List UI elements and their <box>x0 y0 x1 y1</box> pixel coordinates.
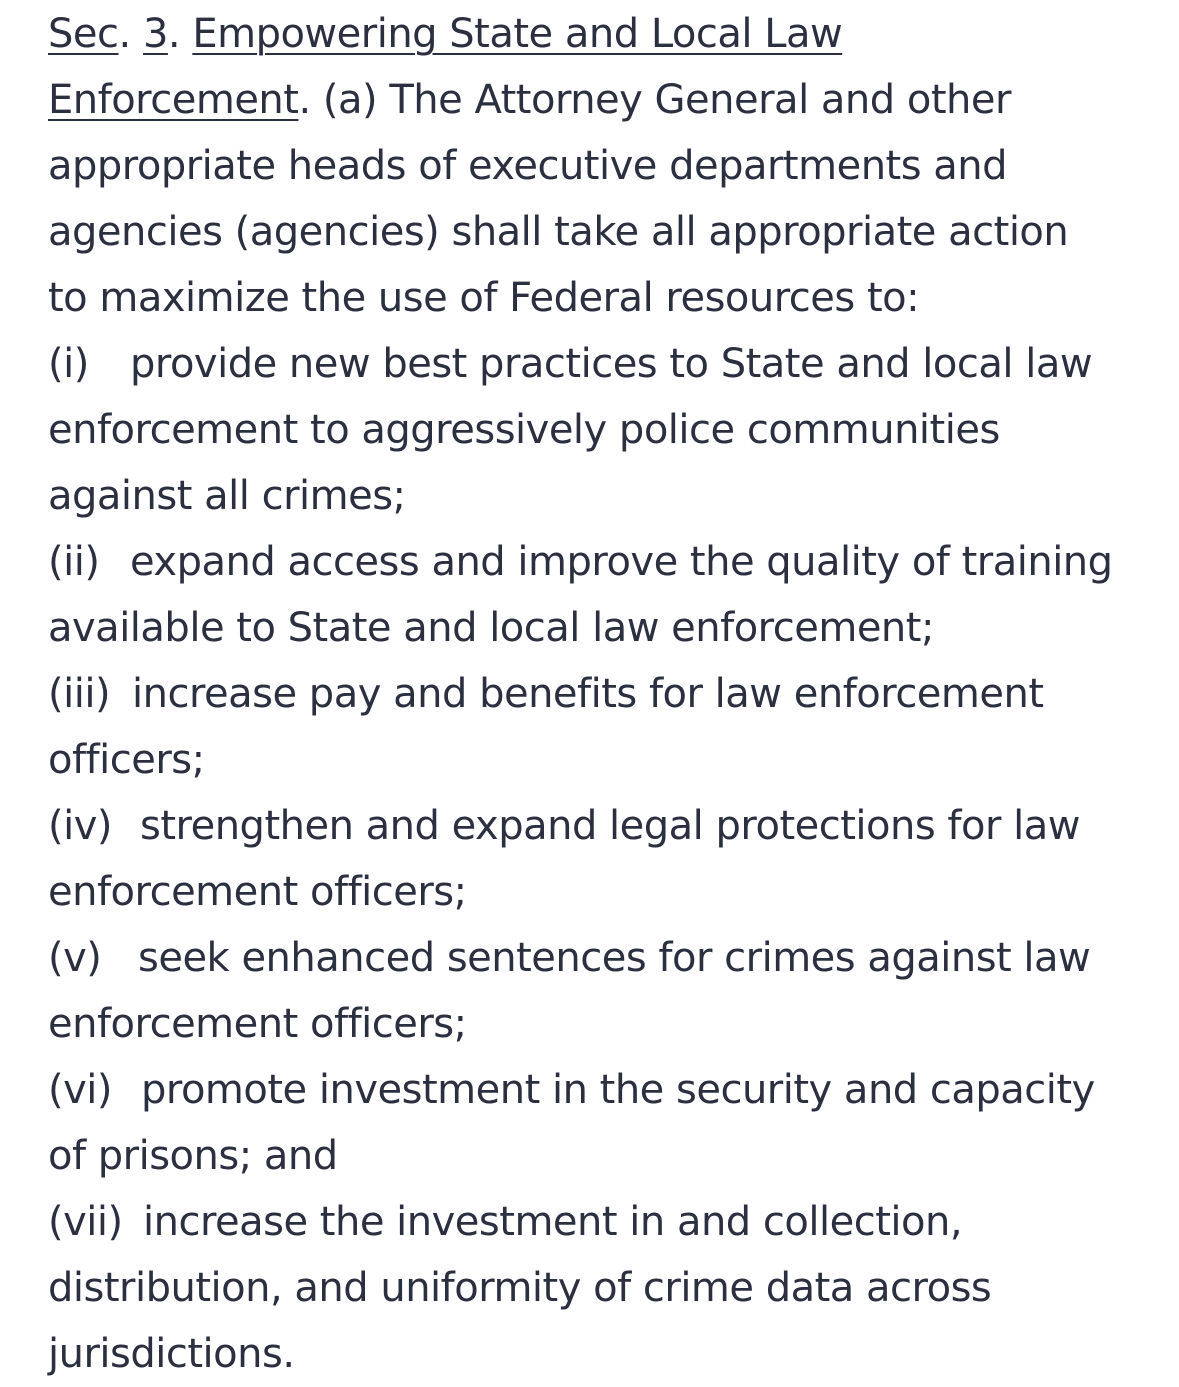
section-title: Empowering State and Local Law <box>192 11 843 57</box>
paragraph-line: to maximize the use of Federal resources to: <box>48 275 920 321</box>
item-number: (i) <box>48 341 89 387</box>
list-item-iii: (iii) increase pay and benefits for law enforcement <box>48 661 1158 727</box>
list-item-vii: (vii) increase the investment in and collection, <box>48 1189 1158 1255</box>
list-item-text: enforcement officers; <box>48 869 467 915</box>
section-label: Sec <box>48 11 119 57</box>
document-body <box>48 0 1158 1387</box>
list-item-text: jurisdictions. <box>48 1331 295 1377</box>
item-number: (ii) <box>48 539 100 585</box>
list-item-text: against all crimes; <box>48 473 406 519</box>
list-item-text: available to State and local law enforcement; <box>48 605 934 651</box>
section-title-cont: Enforcement <box>48 77 299 123</box>
list-item-vi: (vi) promote investment in the security and capacity <box>48 1057 1158 1123</box>
list-item-text: officers; <box>48 737 205 783</box>
item-number: (iv) <box>48 803 112 849</box>
list-item-text: enforcement to aggressively police communities <box>48 407 1000 453</box>
paragraph-a-start: (a) The Attorney General and other <box>322 77 1011 123</box>
paragraph-line: agencies (agencies) shall take all appropriate action <box>48 209 1069 255</box>
list-item-i: (i) provide new best practices to State and local law <box>48 331 1158 397</box>
section-number: 3 <box>142 11 168 57</box>
item-number: (v) <box>48 935 102 981</box>
list-item-text: of prisons; and <box>48 1133 338 1179</box>
list-item-iv: (iv) strengthen and expand legal protections for law <box>48 793 1158 859</box>
item-number: (iii) <box>48 671 111 717</box>
list-item-v: (v) seek enhanced sentences for crimes against law <box>48 925 1158 991</box>
list-item-text: enforcement officers; <box>48 1001 467 1047</box>
list-item-ii: (ii) expand access and improve the quality of training <box>48 529 1158 595</box>
item-number: (vi) <box>48 1067 112 1113</box>
heading-line-1: Sec. 3. Empowering State and Local Law <box>48 11 843 57</box>
item-number: (vii) <box>48 1199 123 1245</box>
heading-line-2: Enforcement. (a) The Attorney General and other <box>48 77 1011 123</box>
paragraph-line: appropriate heads of executive departments and <box>48 143 1008 189</box>
list-item-text: distribution, and uniformity of crime data across <box>48 1265 992 1311</box>
